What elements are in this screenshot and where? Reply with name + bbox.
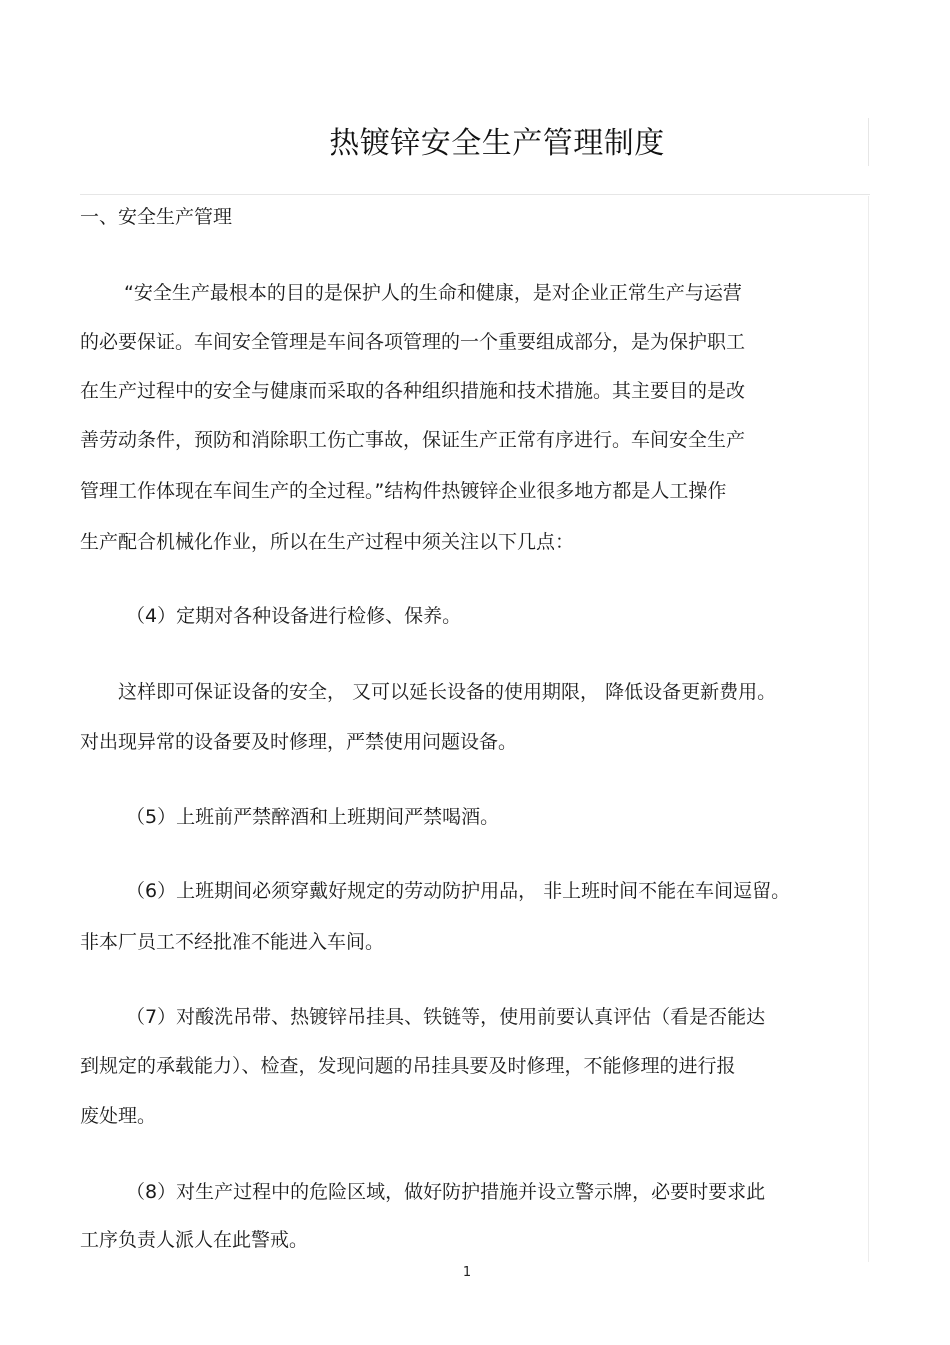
paragraph-line: 在生产过程中的安全与健康而采取的各种组织措施和技术措施。其主要目的是改 (80, 380, 746, 402)
list-item-7: （7）对酸洗吊带、热镀锌吊挂具、铁链等，使用前要认真评估（看是否能达 (126, 1006, 766, 1028)
paragraph-line: 的必要保证。车间安全管理是车间各项管理的一个重要组成部分，是为保护职工 (80, 331, 746, 353)
list-item-6: （6）上班期间必须穿戴好规定的劳动防护用品， 非上班时间不能在车间逗留。 (126, 880, 791, 902)
page-rule-top (80, 194, 870, 195)
page-rule-right (868, 196, 869, 1262)
paragraph-line: 废处理。 (80, 1105, 157, 1127)
page-number: 1 (462, 1265, 472, 1280)
list-item-5: （5）上班前严禁醉酒和上班期间严禁喝酒。 (126, 806, 500, 828)
paragraph-line: 生产配合机械化作业，所以在生产过程中须关注以下几点： (80, 531, 575, 553)
paragraph-line: 善劳动条件，预防和消除职工伤亡事故，保证生产正常有序进行。车间安全生产 (80, 429, 746, 451)
section-heading: 一、安全生产管理 (80, 206, 233, 228)
paragraph-line: 非本厂员工不经批准不能进入车间。 (80, 931, 385, 953)
document-title: 热镀锌安全生产管理制度 (329, 126, 665, 161)
paragraph-line: 管理工作体现在车间生产的全过程。”结构件热镀锌企业很多地方都是人工操作 (80, 480, 727, 502)
list-item-4: （4）定期对各种设备进行检修、保养。 (126, 605, 462, 627)
paragraph-line: 对出现异常的设备要及时修理，严禁使用问题设备。 (80, 731, 518, 753)
paragraph-line: “安全生产最根本的目的是保护人的生命和健康，是对企业正常生产与运营 (124, 282, 742, 304)
paragraph-line: 这样即可保证设备的安全， 又可以延长设备的使用期限， 降低设备更新费用。 (118, 681, 777, 703)
paragraph-line: 到规定的承载能力）、检查，发现问题的吊挂具要及时修理，不能修理的进行报 (80, 1055, 736, 1077)
list-item-8: （8）对生产过程中的危险区域，做好防护措施并设立警示牌，必要时要求此 (126, 1181, 766, 1203)
paragraph-line: 工序负责人派人在此警戒。 (80, 1229, 309, 1251)
